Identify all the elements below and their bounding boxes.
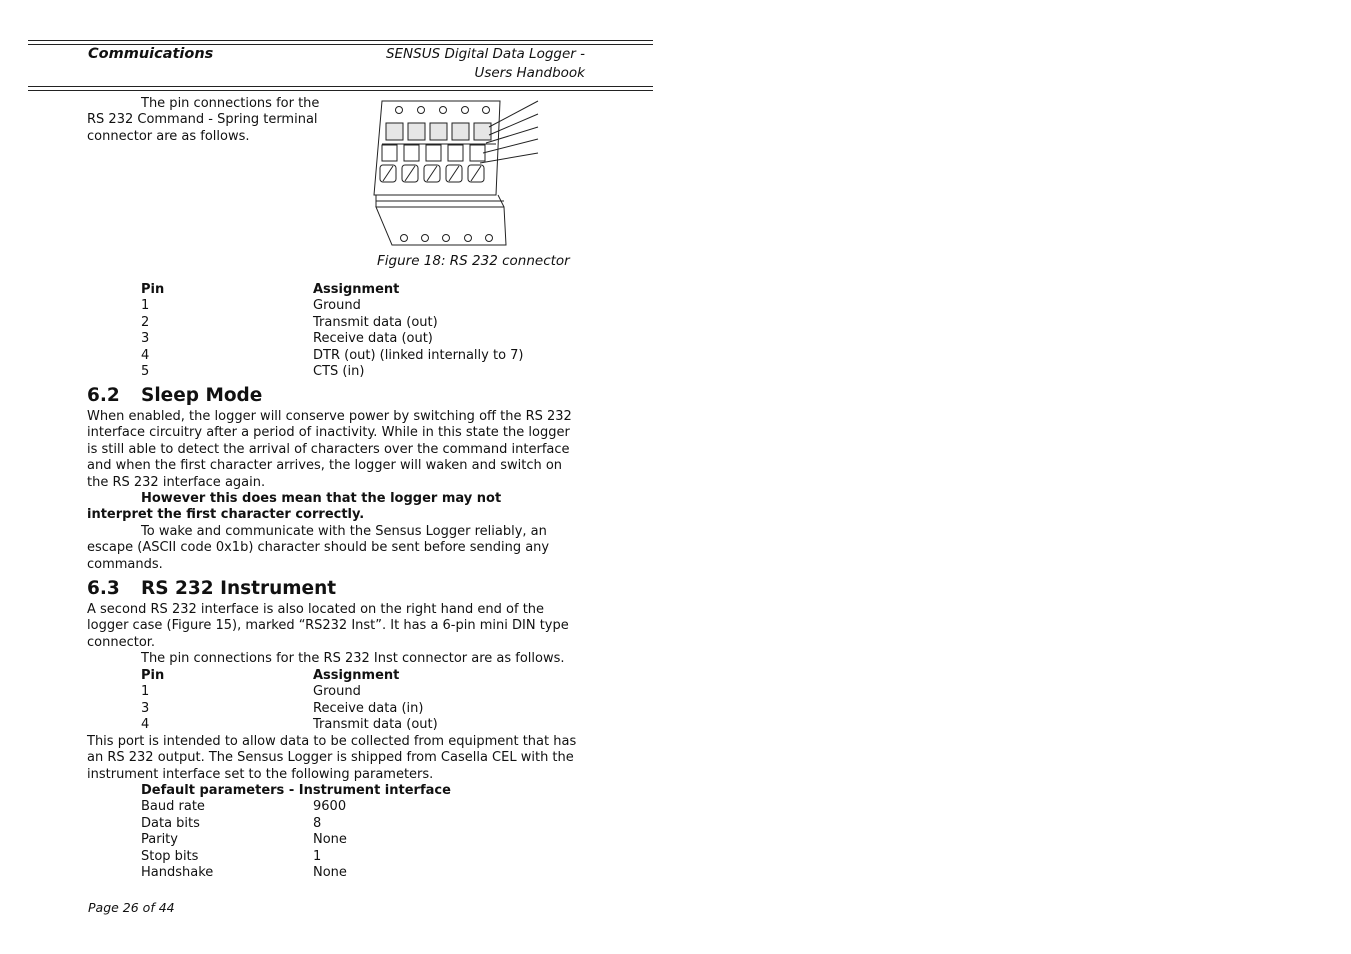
section-number: 6.3 (87, 578, 120, 599)
section-number: 6.2 (87, 385, 120, 406)
section-title: RS 232 Instrument (141, 578, 337, 599)
table-row (141, 331, 561, 347)
parameter-value: None (313, 864, 347, 880)
pin-cell: 2 (141, 314, 150, 330)
column-header-assignment: Assignment (313, 282, 400, 297)
assignment-cell: DTR (out) (linked internally to 7) (313, 347, 524, 363)
connector-figure (368, 97, 540, 249)
header-document-title (370, 45, 585, 83)
table-row (141, 849, 561, 865)
table-header-row (141, 668, 561, 684)
sleep-mode-warning: However this does mean that the logger may not interpret the first character correctly. (87, 491, 502, 523)
assignment-cell: CTS (in) (313, 363, 365, 379)
column-header-pin: Pin (141, 668, 165, 683)
assignment-cell: Ground (313, 684, 361, 700)
spring-terminal-connector-icon (368, 97, 540, 249)
table-row (141, 799, 561, 815)
parameter-value: 9600 (313, 799, 347, 815)
pin-cell: 5 (141, 363, 150, 379)
intro-paragraph: The pin connections for the RS 232 Command - Spring terminal connector are as follows. (87, 96, 320, 144)
instrument-paragraph-2: The pin connections for the RS 232 Inst connector are as follows. (141, 651, 565, 666)
parameter-name: Baud rate (141, 799, 205, 815)
pin-cell: 3 (141, 331, 150, 347)
default-parameters-table (141, 783, 561, 881)
section-heading-sleep-mode (87, 385, 262, 406)
figure-caption: Figure 18: RS 232 connector (377, 253, 570, 269)
section-title: Sleep Mode (141, 385, 263, 406)
assignment-cell: Ground (313, 298, 361, 314)
header-title-line2: Users Handbook (474, 65, 585, 81)
instrument-paragraph-1: A second RS 232 interface is also located on the right hand end of the logger case (Figure 15), marked “RS232 Inst”. It has a 6-pin mini DIN type connector. (87, 602, 569, 650)
column-header-assignment: Assignment (313, 668, 400, 683)
table-row (141, 298, 561, 314)
assignment-cell: Transmit data (out) (313, 314, 438, 330)
table-row (141, 865, 561, 881)
header-rule-bottom-2 (28, 90, 653, 91)
parameter-name: Data bits (141, 815, 200, 831)
parameters-heading (141, 783, 561, 799)
column-header-pin: Pin (141, 282, 165, 297)
parameter-value: None (313, 832, 347, 848)
header-rule-top-1 (28, 40, 653, 41)
parameter-name: Parity (141, 832, 178, 848)
header-rule-bottom-1 (28, 86, 653, 87)
header-title-line1: SENSUS Digital Data Logger - (385, 46, 585, 62)
section-heading-rs232-instrument (87, 578, 336, 599)
sleep-mode-paragraph-3: To wake and communicate with the Sensus Logger reliably, an escape (ASCII code 0x1b) character should be sent before sending any commands. (87, 524, 550, 572)
assignment-cell: Transmit data (out) (313, 717, 438, 733)
rs232-command-pin-table (141, 282, 561, 380)
pin-cell: 3 (141, 700, 150, 716)
parameter-name: Handshake (141, 864, 214, 880)
pin-cell: 4 (141, 717, 150, 733)
table-row (141, 315, 561, 331)
pin-cell: 4 (141, 347, 150, 363)
table-row (141, 701, 561, 717)
table-row (141, 684, 561, 700)
page-number: Page 26 of 44 (88, 900, 175, 915)
pin-cell: 1 (141, 684, 150, 700)
parameter-value: 1 (313, 848, 322, 864)
parameter-value: 8 (313, 815, 322, 831)
sleep-mode-paragraph-1: When enabled, the logger will conserve power by switching off the RS 232 interface circuitry after a period of inactivity. While in this state the logger is still able to detect the arrival of characters over the command interface and when the first character arrives, the logger will waken and switch on the RS 232 interface again. (87, 409, 572, 490)
table-header-row (141, 282, 561, 298)
table-row (141, 816, 561, 832)
parameter-name: Stop bits (141, 848, 199, 864)
assignment-cell: Receive data (out) (313, 331, 433, 347)
table-row (141, 832, 561, 848)
header-chapter-title: Commuications (88, 46, 214, 62)
rs232-instrument-pin-table (141, 668, 561, 734)
table-row (141, 348, 561, 364)
pin-cell: 1 (141, 298, 150, 314)
instrument-paragraph-3: This port is intended to allow data to be collected from equipment that has an RS 232 output. The Sensus Logger is shipped from Casella CEL with the instrument interface set to the following parameters. (87, 734, 577, 782)
table-row (141, 364, 561, 380)
table-row (141, 717, 561, 733)
parameters-heading-text: Default parameters - Instrument interface (141, 783, 451, 798)
assignment-cell: Receive data (in) (313, 700, 424, 716)
